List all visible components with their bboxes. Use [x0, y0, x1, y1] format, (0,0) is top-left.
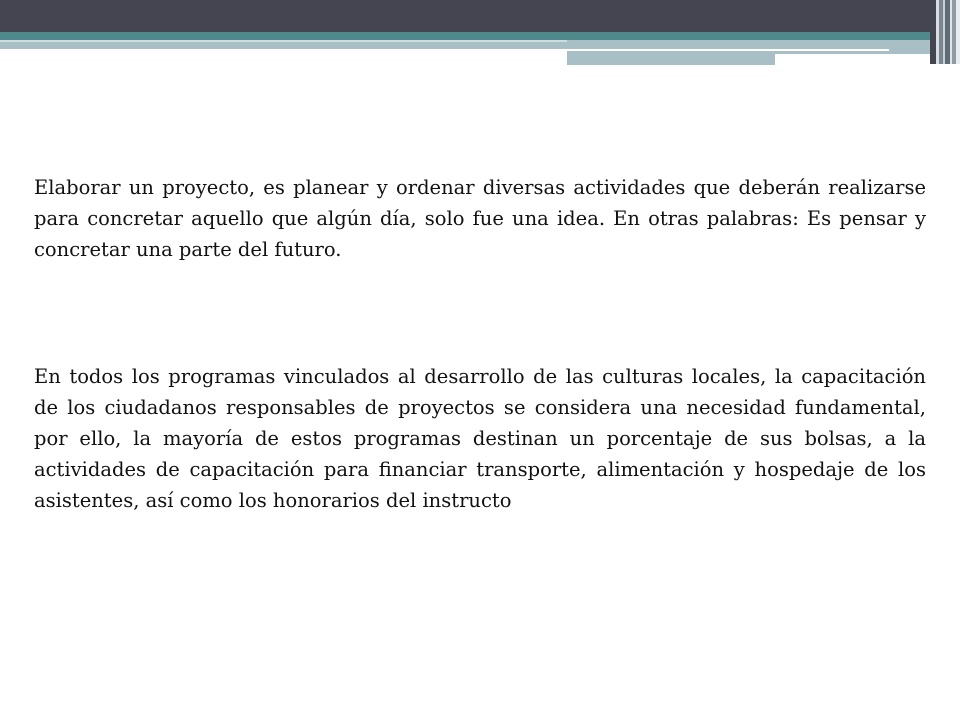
- header-light-tab: [567, 49, 775, 65]
- header-highlight-line: [0, 40, 567, 42]
- paragraph-project-definition: Elaborar un proyecto, es planear y ordenar diversas actividades que deberán realizarse para concretar aquello que algún día, solo fue una idea. En otras palabras: Es pensar y concretar una parte del futuro.: [34, 176, 926, 261]
- header-white-line: [567, 49, 889, 51]
- edge-stripe: [956, 0, 960, 64]
- paragraph-training-programs: En todos los programas vinculados al desarrollo de las culturas locales, la capacitación de los ciudadanos responsables de proyectos se considera una necesidad fundamental, por ello, la mayoría de estos programas destinan un porcentaje de sus bolsas, a la actividades de capacitación para financiar transporte, alimentación y hospedaje de los asistentes, así como los honorarios del instructo: [34, 365, 926, 512]
- header-teal-band: [0, 32, 930, 40]
- header-dark-band: [0, 0, 930, 32]
